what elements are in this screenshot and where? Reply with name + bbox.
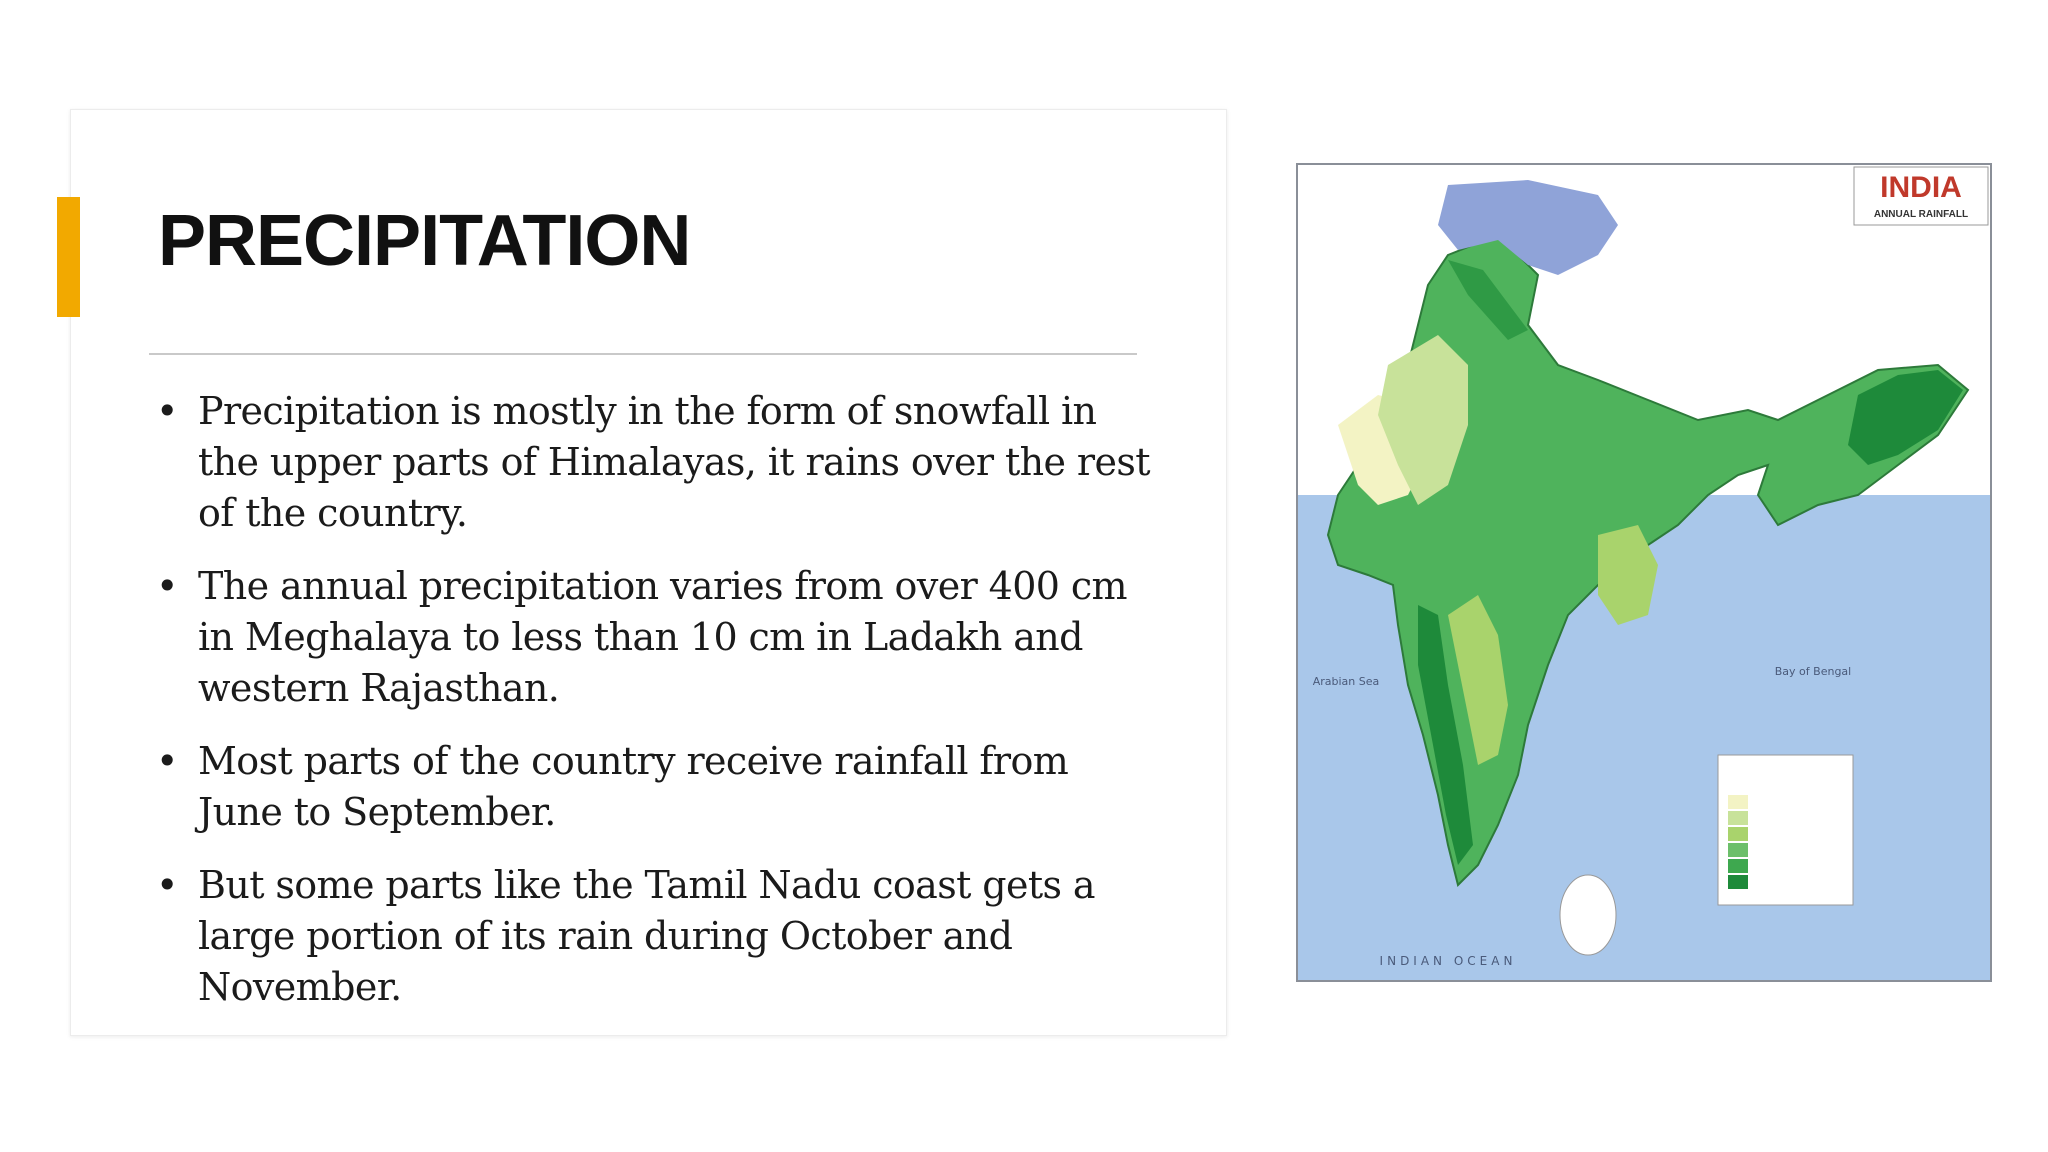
legend-swatch	[1728, 811, 1748, 825]
bullet-list	[150, 386, 1150, 1035]
legend-swatch	[1728, 859, 1748, 873]
bay-of-bengal-label: Bay of Bengal	[1774, 665, 1852, 678]
slide-title: PRECIPITATION	[158, 201, 691, 281]
bullet-item: • The annual precipitation varies from over 400 cm in Meghalaya to less than 10 cm in Ladakh and western Rajasthan.	[150, 561, 1150, 714]
bullet-item: • Most parts of the country receive rainfall from June to September.	[150, 736, 1150, 838]
rainfall-map-graphic	[1298, 165, 1990, 980]
bullet-item: • Precipitation is mostly in the form of snowfall in the upper parts of Himalayas, it rains over the rest of the country.	[150, 386, 1150, 539]
legend-swatch	[1728, 827, 1748, 841]
title-accent-bar	[57, 197, 80, 317]
map-subtitle: ANNUAL RAINFALL	[1873, 209, 1969, 220]
title-divider	[149, 353, 1137, 355]
legend-swatch	[1728, 843, 1748, 857]
arabian-sea-label: Arabian Sea	[1312, 675, 1380, 688]
indian-ocean-label: INDIAN OCEAN	[1379, 954, 1517, 968]
legend-swatch	[1728, 875, 1748, 889]
legend-swatch	[1728, 795, 1748, 809]
bullet-item: • But some parts like the Tamil Nadu coast gets a large portion of its rain during October and November.	[150, 860, 1150, 1013]
map-title: INDIA	[1880, 171, 1962, 204]
india-rainfall-map	[1296, 163, 1992, 982]
sri-lanka	[1560, 875, 1616, 955]
